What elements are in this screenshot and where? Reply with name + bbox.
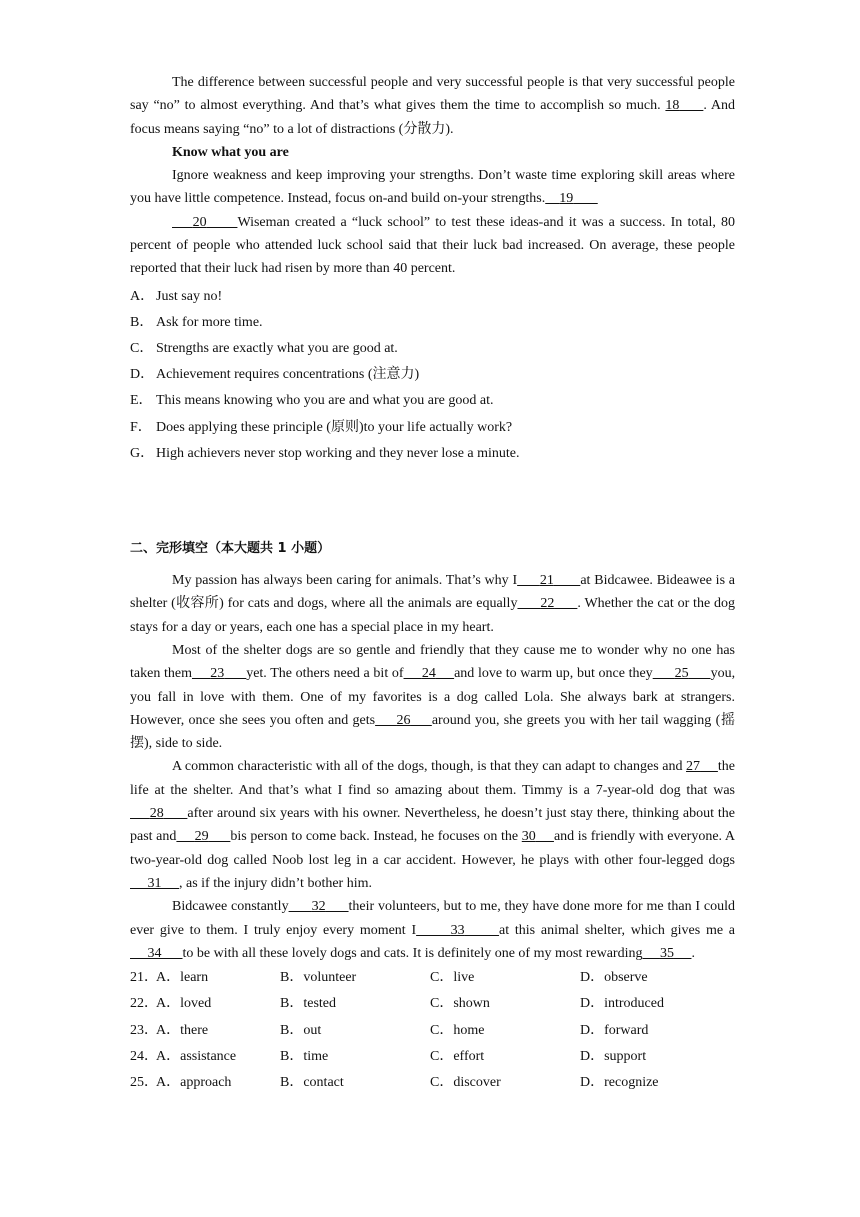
reading-paragraph-2	[130, 164, 735, 211]
blank-27: 27	[686, 759, 701, 775]
blank-29: 29	[194, 829, 209, 845]
blank-33: 33	[450, 922, 465, 938]
blank-32: 32	[311, 899, 326, 915]
choice-c: C．discover	[430, 1074, 501, 1090]
text: The difference between successful people and very successful people is that very successful people say “no” to almost everything. And that’s what gives them the time to accomplish so much.	[130, 75, 735, 114]
reading-paragraph-1	[130, 71, 735, 141]
question-21: 21． A．learn B．volunteer C．live D．observe	[130, 965, 735, 991]
choice-b: B．volunteer	[280, 970, 357, 986]
blank-31: 31	[147, 875, 162, 891]
blank-25: 25	[674, 666, 689, 682]
section-heading: Know what you are	[172, 144, 289, 160]
choice-d: D．support	[580, 1048, 647, 1064]
blank-18: 18	[665, 98, 680, 114]
cloze-paragraph-4: Bidcawee constantly 32 their volunteers, but to me, they have done more for me than I could ever give to them. I truly enjoy every moment I 33 at this animal shelter, which gives me a 34 to be with all these lovely dogs and cats. It is definitely one of my most rewarding 35 .	[130, 899, 736, 961]
choice-a: A．assistance	[156, 1048, 237, 1064]
blank-34: 34	[147, 945, 162, 961]
option-b: B． Ask for more time.	[130, 314, 263, 330]
option-f: F． Does applying these principle (原则)to your life actually work?	[130, 419, 513, 435]
choice-b: B．out	[280, 1022, 322, 1038]
choice-d: D．introduced	[580, 996, 664, 1012]
blank-19: 19	[559, 191, 574, 207]
choice-c: C．home	[430, 1022, 485, 1038]
reading-paragraph-3	[130, 211, 735, 281]
blank-23: 23	[210, 666, 225, 682]
content	[130, 71, 735, 1096]
text: Ignore weakness and keep improving your strengths. Don’t waste time exploring skill areas where you have little competence. Instead, focus on-and build on-your strengths.	[130, 168, 735, 207]
choice-c: C．shown	[430, 996, 490, 1012]
option-c: C． Strengths are exactly what you are good at.	[130, 341, 398, 357]
cloze-paragraph-3: A common characteristic with all of the dogs, though, is that they can adapt to changes and 27 the life at the shelter. And that’s what I find so amazing about them. Timmy is a 7-year-old dog that was 28 after around six years with his owner. Nevertheless, he doesn’t just stay there, thinking about the past and 29 bis person to come back. Instead, he focuses on the 30 and is friendly with everyone. A two-year-old dog called Noob lost leg in a car accident. However, he plays with other four-legged dogs 31 , as if the injury didn’t bother him.	[130, 759, 736, 891]
choice-a: A．approach	[156, 1074, 232, 1090]
text: Wiseman created a “luck school” to test these ideas-and it was a success. In total, 80 percent of people who attended luck school said that their luck bad increased. On average, these people reported that their luck had risen by more than 40 percent.	[130, 214, 735, 277]
blank-30: 30	[521, 829, 536, 845]
blank-22: 22	[540, 596, 555, 612]
choice-d: D．forward	[580, 1022, 649, 1038]
blank-21: 21	[539, 573, 554, 589]
blank-26: 26	[396, 712, 411, 728]
blank-28: 28	[149, 806, 164, 822]
choice-c: C．effort	[430, 1048, 485, 1064]
choice-a: A．there	[156, 1022, 209, 1038]
choice-b: B．tested	[280, 996, 336, 1012]
choice-a: A．loved	[156, 996, 212, 1012]
blank-24: 24	[421, 666, 436, 682]
question-23: 23． A．there B．out C．home D．forward	[130, 1018, 735, 1044]
blank-35: 35	[659, 945, 674, 961]
choice-c: C．live	[430, 970, 475, 986]
cloze-paragraph-2: Most of the shelter dogs are so gentle and friendly that they cause me to wonder why no one has taken them 23 yet. The others need a bit of 24 and love to warm up, but once they 25 you, you fall in love with them. One of my favorites is a dog called Lola. She always bark at strangers. However, once she sees you often and gets 26 around you, she greets you with her tail wagging (摇摆), side to side.	[130, 642, 736, 752]
choice-b: B．contact	[280, 1074, 344, 1090]
text: . And focus means saying “no” to a lot of distractions (分散力).	[130, 98, 736, 137]
question-24: 24． A．assistance B．time C．effort D．support	[130, 1044, 735, 1070]
cloze-paragraph-1: My passion has always been caring for animals. That’s why I 21 at Bidcawee. Bideawee is a shelter (收容所) for cats and dogs, where all the animals are equally 22 . Whether the cat or the dog stays for a day or years, each one has a special place in my heart.	[130, 573, 736, 635]
choice-d: D．recognize	[580, 1074, 659, 1090]
option-g: G． High achievers never stop working and they never lose a minute.	[130, 445, 520, 461]
choice-a: A．learn	[156, 970, 209, 986]
option-d: D． Achievement requires concentrations (注意力)	[130, 367, 420, 383]
option-e: E． This means knowing who you are and what you are good at.	[130, 393, 494, 409]
question-25: 25． A．approach B．contact C．discover D．recognize	[130, 1070, 735, 1096]
question-22: 22． A．loved B．tested C．shown D．introduced	[130, 991, 735, 1017]
blank-20: 20	[192, 214, 207, 230]
option-a: A． Just say no!	[130, 288, 223, 304]
choice-d: D．observe	[580, 970, 648, 986]
section-title: 二、完形填空（本大题共 1 小题）	[130, 541, 331, 557]
choice-b: B．time	[280, 1048, 329, 1064]
